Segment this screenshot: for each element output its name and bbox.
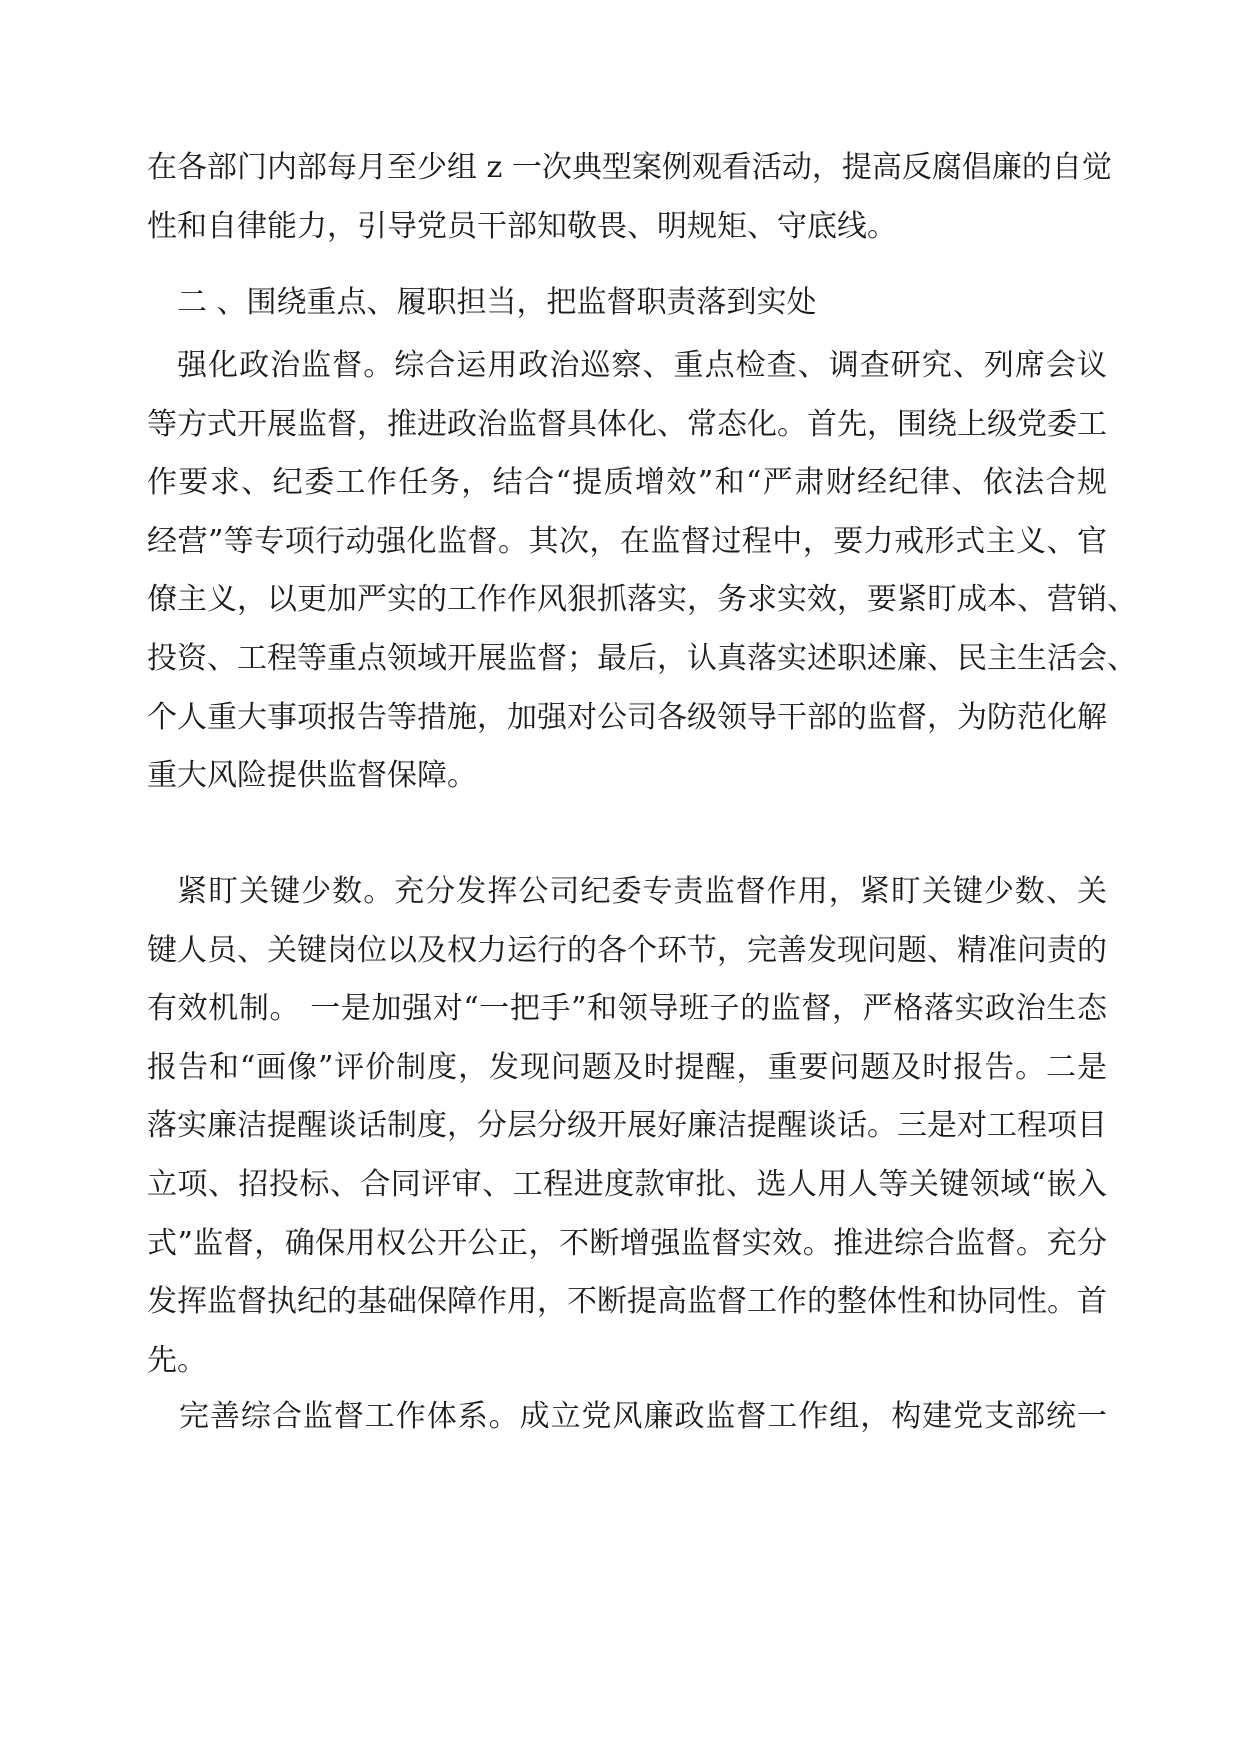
section-heading xyxy=(147,274,1107,333)
paragraph-line: 重大风险提供监督保障。 xyxy=(147,758,477,794)
paragraph-line: 键人员、关键岗位以及权力运行的各个环节，完善发现问题、精准问责的 xyxy=(147,932,1107,968)
paragraph-1 xyxy=(147,139,1112,256)
paragraph-line: 经营”等专项行动强化监督。其次，在监督过程中，要力戒形式主义、官 xyxy=(147,523,1107,559)
paragraph-3 xyxy=(147,863,1107,1390)
paragraph-line: 个人重大事项报告等措施，加强对公司各级领导干部的监督，为防范化解 xyxy=(147,699,1107,735)
heading-text: 二 、围绕重点、履职担当，把监督职责落到实处 xyxy=(177,285,817,320)
paragraph-line: 完善综合监督工作体系。成立党风廉政监督工作组，构建党支部统一 xyxy=(179,1399,1107,1434)
paragraph-line: 僚主义，以更加严实的工作作风狠抓落实，务求实效，要紧盯成本、营销、 xyxy=(147,582,1137,618)
paragraph-2 xyxy=(147,337,1137,806)
paragraph-line: 有效机制。 一是加强对“一把手”和领导班子的监督，严格落实政治生态 xyxy=(147,991,1107,1027)
paragraph-line: 性和自律能力，引导党员干部知敬畏、明规矩、守底线。 xyxy=(147,208,897,244)
paragraph-line: 等方式开展监督，推进政治监督具体化、常态化。首先，围绕上级党委工 xyxy=(147,406,1107,442)
paragraph-line: 先。 xyxy=(147,1342,207,1378)
paragraph-line: 在各部门内部每月至少组 z 一次典型案例观看活动，提高反腐倡廉的自觉 xyxy=(147,150,1112,185)
paragraph-4 xyxy=(147,1388,1107,1447)
paragraph-line: 作要求、纪委工作任务，结合“提质增效”和“严肃财经纪律、依法合规 xyxy=(147,465,1107,501)
paragraph-line: 强化政治监督。综合运用政治巡察、重点检查、调查研究、列席会议 xyxy=(177,348,1107,383)
paragraph-line: 立项、招投标、合同评审、工程进度款审批、选人用人等关键领域“嵌入 xyxy=(147,1166,1107,1202)
paragraph-line: 投资、工程等重点领域开展监督；最后，认真落实述职述廉、民主生活会、 xyxy=(147,640,1137,676)
paragraph-line: 发挥监督执纪的基础保障作用，不断提高监督工作的整体性和协同性。首 xyxy=(147,1284,1107,1320)
paragraph-line: 式”监督，确保用权公开公正，不断增强监督实效。推进综合监督。充分 xyxy=(147,1225,1107,1261)
paragraph-line: 报告和“画像”评价制度，发现问题及时提醒，重要问题及时报告。二是 xyxy=(147,1049,1107,1085)
paragraph-line: 紧盯关键少数。充分发挥公司纪委专责监督作用，紧盯关键少数、关 xyxy=(177,874,1107,909)
paragraph-line: 落实廉洁提醒谈话制度，分层分级开展好廉洁提醒谈话。三是对工程项目 xyxy=(147,1108,1107,1144)
